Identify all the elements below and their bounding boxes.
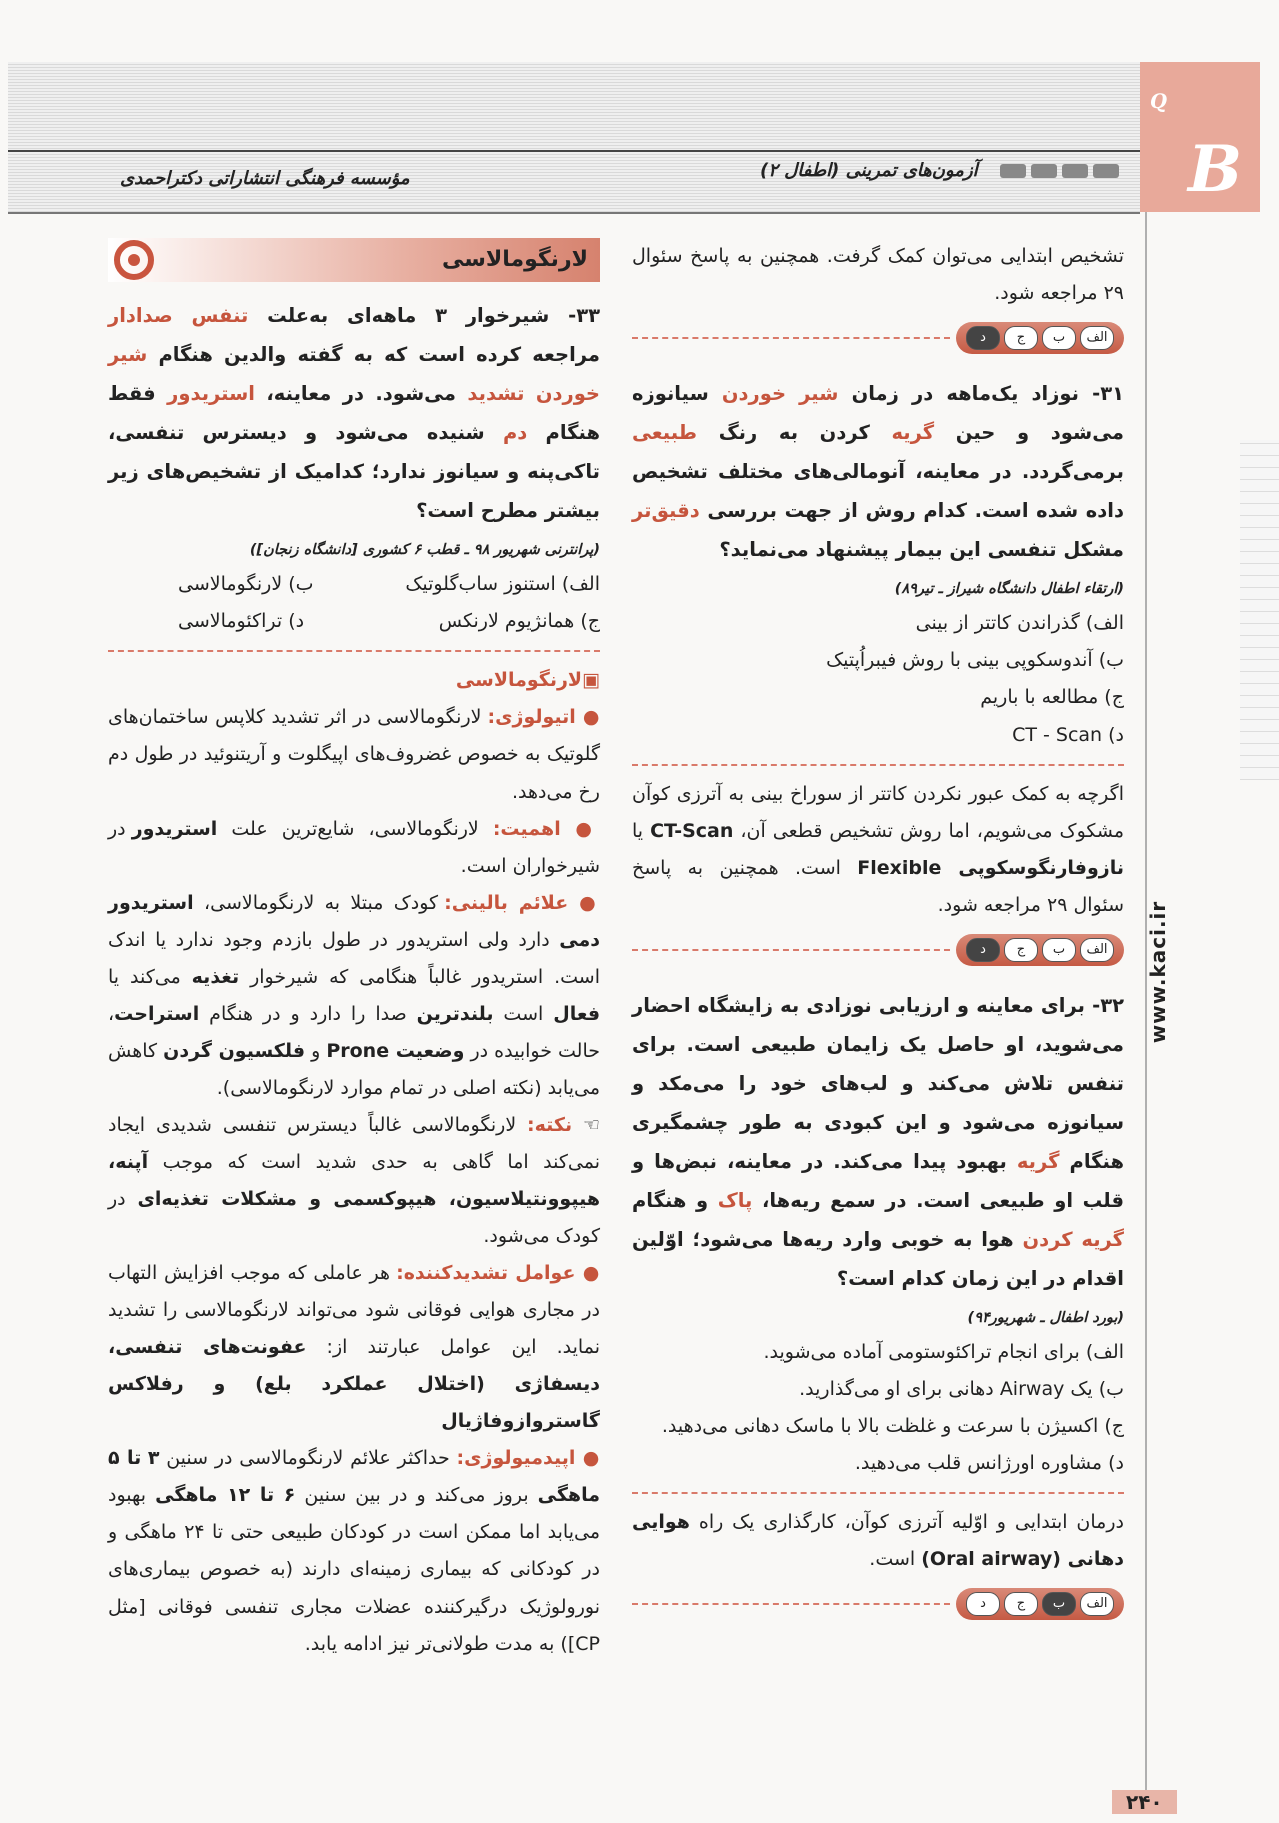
qb-logo: [1140, 62, 1260, 212]
answer-key-3: [632, 1588, 1124, 1620]
answer-choice: ب: [1042, 938, 1076, 962]
option-b: ب) لارنگومالاسی: [178, 573, 314, 596]
aggravating-paragraph: ● عوامل تشدیدکننده: هر عاملی که موجب افزایش التهاب در مجاری هوایی فوقانی شود می‌تواند لارنگومالاسی را تشدید نماید. این عوامل عبارتند از: عفونت‌های تنفسی، دیسفاژی (اختلال عملکرد بلع) و رفلاکس گاستروازوفاژیال: [108, 1262, 600, 1433]
header-divider-bottom: [8, 212, 1140, 214]
website-vertical: [1128, 860, 1188, 1100]
answer-choice: الف: [1080, 938, 1114, 962]
page-number: ۲۴۰: [1112, 1790, 1177, 1814]
etiology-paragraph: ● اتیولوژی: لارنگومالاسی در اثر تشدید کلاپس ساختمان‌های گلوتیک به خصوص غضروف‌های اپیگلوت و آریتنوئید در طول دم رخ می‌دهد.: [108, 706, 600, 803]
book-title: آزمون‌های تمرینی (اطفال ۲): [760, 160, 978, 181]
question-32-source: (بورد اطفال ـ شهریور۹۴): [967, 1309, 1124, 1326]
answer-choice: ج: [1004, 938, 1038, 962]
option-c: ج) مطالعه با باریم: [980, 686, 1124, 709]
left-column: [108, 238, 600, 1663]
question-33-source: (پرانترنی شهریور ۹۸ ـ قطب ۶ کشوری [دانشگاه زنجان]): [249, 542, 600, 558]
answer-choice: الف: [1080, 1592, 1114, 1616]
answer-choice: ب: [1042, 326, 1076, 350]
question-33: ۳۳- شیرخوار ۳ ماهه‌ای به‌علت تنفس صدادار مراجعه کرده است که به گفته والدین هنگام شیر خوردن تشدید می‌شود. در معاینه، استریدور فقط هنگام دم شنیده می‌شود و دیسترس تنفسی، تاکی‌پنه و سیانوز ندارد؛ کدامیک از تشخیص‌های زیر بیشتر مطرح است؟: [108, 304, 600, 522]
website-text: www.kaci.ir: [1146, 900, 1170, 1044]
divider: [632, 764, 1124, 766]
option-d: د) تراکئومالاسی: [178, 610, 305, 633]
option-c: ج) اکسیژن با سرعت و غلظت بالا با ماسک دهانی می‌دهید.: [661, 1415, 1124, 1438]
header-divider: [8, 150, 1140, 152]
note-paragraph: ☜ نکته: لارنگومالاسی غالباً دیسترس تنفسی شدیدی ایجاد نمی‌کند اما گاهی به حدی شدید است که موجب آپنه، هیپوونتیلاسیون، هیپوکسمی و مشکلات تغذیه‌ای در کودک می‌شود.: [108, 1113, 600, 1248]
answer-choice: ج: [1004, 1592, 1038, 1616]
logo-b: B: [1188, 132, 1243, 207]
options-row: [108, 566, 600, 603]
option-d: د) مشاوره اورژانس قلب می‌دهید.: [854, 1452, 1124, 1475]
divider: [632, 1492, 1124, 1494]
header-bars-decoration: [1000, 164, 1119, 178]
right-column: [632, 238, 1124, 1630]
question-31-source: (ارتقاء اطفال دانشگاه شیراز ـ تیر۸۹): [894, 581, 1124, 598]
square-icon: ▣: [582, 669, 600, 692]
answer-pill: [956, 934, 1124, 966]
margin-texture: [1240, 440, 1279, 780]
target-icon: [114, 240, 154, 280]
publisher-title: مؤسسه فرهنگی انتشاراتی دکتراحمدی: [120, 168, 410, 189]
answer-choice: د: [966, 1592, 1000, 1616]
options-row: [108, 603, 600, 640]
section-title-bar: [108, 238, 600, 282]
pointing-hand-icon: ☜: [572, 1113, 600, 1136]
logo-q: Q: [1150, 90, 1167, 113]
epidemiology-paragraph: ● اپیدمیولوژی: حداکثر علائم لارنگومالاسی در سنین ۳ تا ۵ ماهگی بروز می‌کند و در بین سنین ۶ تا ۱۲ ماهگی بهبود می‌یابد اما ممکن است در کودکان طبیعی حتی تا ۲۴ ماهگی و در کودکانی که بیماری زمینه‌ای دارند (به خصوص بیماری‌های نورولوژیک درگیرکننده عضلات مجاری تنفسی فوقانی [مثل CP]) به مدت طولانی‌تر نیز ادامه یابد.: [108, 1447, 601, 1655]
option-c: ج) همانژیوم لارنکس: [438, 610, 600, 633]
option-a: الف) برای انجام تراکئوستومی آماده می‌شوید.: [763, 1341, 1124, 1363]
question-31: ۳۱- نوزاد یک‌ماهه در زمان شیر خوردن سیانوزه می‌شود و حین گریه کردن به رنگ طبیعی برمی‌گردد. در معاینه، آنومالی‌های مختلف تشخیص داده شده است. کدام روش از جهت بررسی دقیق‌تر مشکل تنفسی این بیمار پیشنهاد می‌نماید؟: [632, 382, 1124, 562]
intro-text: تشخیص ابتدایی می‌توان کمک گرفت. همچنین به پاسخ سئوال ۲۹ مراجعه شود.: [632, 245, 1124, 305]
divider: [108, 650, 600, 652]
answer-choice: د: [966, 938, 1000, 962]
clinical-paragraph: ● علائم بالینی: کودک مبتلا به لارنگومالاسی، استریدور دمی دارد ولی استریدور در طول بازدم وجود ندارد یا اندک است. استریدور غالباً هنگامی که شیرخوار تغذیه می‌کند یا فعال است بلندترین صدا را دارد و در هنگام استراحت، حالت خوابیده در وضعیت Prone و فلکسیون گردن کاهش می‌یابد (نکته اصلی در تمام موارد لارنگومالاسی).: [108, 891, 601, 1099]
option-a: الف) گذراندن کاتتر از بینی: [915, 612, 1124, 635]
importance-paragraph: ● اهمیت: لارنگومالاسی، شایع‌ترین علت استریدور در شیرخواران است.: [108, 817, 600, 877]
explanation-31: اگرچه به کمک عبور نکردن کاتتر از سوراخ بینی به آترزی کوآن مشکوک می‌شویم، اما روش تشخیص قطعی آن، CT-Scan یا نازوفارنگوسکوپی Flexible است. همچنین به پاسخ سئوال ۲۹ مراجعه شود.: [632, 782, 1124, 916]
subheading: ▣لارنگومالاسی: [455, 669, 600, 692]
option-d: د) CT - Scan: [1012, 723, 1124, 746]
answer-pill: [956, 322, 1124, 354]
header-band: [8, 62, 1140, 212]
answer-key-2: [632, 934, 1124, 966]
answer-choice: الف: [1080, 326, 1114, 350]
option-b: ب) آندوسکوپی بینی با روش فیبراُپتیک: [826, 649, 1124, 672]
option-b: ب) یک Airway دهانی برای او می‌گذارید.: [799, 1378, 1124, 1401]
section-title: لارنگومالاسی: [441, 246, 588, 272]
question-32: ۳۲- برای معاینه و ارزیابی نوزادی به زایشگاه احضار می‌شوید، او حاصل یک زایمان طبیعی است. برای تنفس تلاش می‌کند و لب‌های خود را می‌مکد و سیانوزه می‌شود و این کبودی به طور چشمگیری هنگام گریه بهبود پیدا می‌کند. در معاینه، نبض‌ها و قلب او طبیعی است. در سمع ریه‌ها، پاک و هنگام گریه کردن هوا به خوبی وارد ریه‌ها می‌شود؛ اوّلین اقدام در این زمان کدام است؟: [632, 993, 1124, 1290]
answer-choice: د: [966, 326, 1000, 350]
answer-choice: ب: [1042, 1592, 1076, 1616]
answer-key-1: [632, 322, 1124, 354]
answer-pill: [956, 1588, 1124, 1620]
answer-choice: ج: [1004, 326, 1038, 350]
option-a: الف) استنوز ساب‌گلوتیک: [405, 573, 600, 596]
explanation-32: درمان ابتدایی و اوّلیه آترزی کوآن، کارگذاری یک راه هوایی دهانی (Oral airway) است.: [632, 1511, 1124, 1571]
